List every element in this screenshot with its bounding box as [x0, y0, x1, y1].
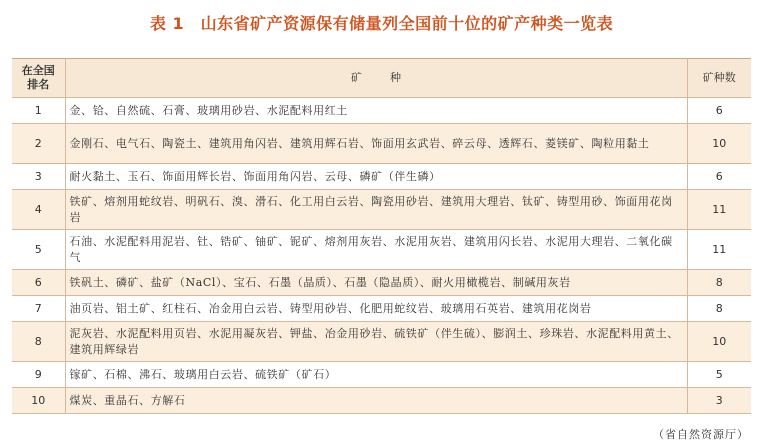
table-row	[12, 190, 751, 230]
table-row	[12, 388, 751, 414]
count-cell: 10	[687, 124, 751, 164]
minerals-cell: 金、铪、自然硫、石膏、玻璃用砂岩、水泥配料用红土	[65, 98, 687, 124]
rank-cell: 3	[12, 164, 65, 190]
header-rank-label: 在全国 排名	[21, 64, 55, 91]
header-minerals: 矿种	[65, 59, 687, 98]
table-row	[12, 98, 751, 124]
minerals-cell: 石油、水泥配料用泥岩、钍、锆矿、铀矿、铌矿、熔剂用灰岩、水泥用灰岩、建筑用闪长岩、水泥用大理岩、二氧化碳气	[65, 230, 687, 270]
rank-cell: 9	[12, 362, 65, 388]
source-note: （省自然资源厅）	[653, 428, 749, 441]
count-cell: 11	[687, 190, 751, 230]
count-cell: 6	[687, 98, 751, 124]
rank-cell: 8	[12, 322, 65, 362]
minerals-cell: 油页岩、铝土矿、红柱石、冶金用白云岩、铸型用砂岩、化肥用蛇纹岩、玻璃用石英岩、建筑用花岗岩	[65, 296, 687, 322]
table-row	[12, 124, 751, 164]
rank-cell: 1	[12, 98, 65, 124]
rank-cell: 6	[12, 270, 65, 296]
table-row	[12, 164, 751, 190]
rank-cell: 2	[12, 124, 65, 164]
table-row	[12, 270, 751, 296]
minerals-cell: 煤炭、重晶石、方解石	[65, 388, 687, 414]
rank-cell: 10	[12, 388, 65, 414]
count-cell: 8	[687, 296, 751, 322]
count-cell: 10	[687, 322, 751, 362]
table-row	[12, 322, 751, 362]
rank-cell: 7	[12, 296, 65, 322]
count-cell: 5	[687, 362, 751, 388]
count-cell: 8	[687, 270, 751, 296]
minerals-cell: 铁矾土、磷矿、盐矿（NaCl）、宝石、石墨（晶质）、石墨（隐晶质）、耐火用橄榄岩、制碱用灰岩	[65, 270, 687, 296]
minerals-table	[12, 58, 751, 414]
table-row	[12, 362, 751, 388]
table-row	[12, 230, 751, 270]
count-cell: 6	[687, 164, 751, 190]
table-header-row	[12, 59, 751, 98]
table-row	[12, 296, 751, 322]
header-rank	[12, 59, 65, 98]
header-count: 矿种数	[687, 59, 751, 98]
rank-cell: 5	[12, 230, 65, 270]
minerals-cell: 耐火黏土、玉石、饰面用辉长岩、饰面用角闪岩、云母、磷矿（伴生磷）	[65, 164, 687, 190]
minerals-cell: 镓矿、石棉、沸石、玻璃用白云岩、硫铁矿（矿石）	[65, 362, 687, 388]
count-cell: 11	[687, 230, 751, 270]
count-cell: 3	[687, 388, 751, 414]
minerals-cell: 铁矿、熔剂用蛇纹岩、明矾石、溴、滑石、化工用白云岩、陶瓷用砂岩、建筑用大理岩、钛矿、铸型用砂、饰面用花岗岩	[65, 190, 687, 230]
rank-cell: 4	[12, 190, 65, 230]
minerals-cell: 金刚石、电气石、陶瓷土、建筑用角闪岩、建筑用辉石岩、饰面用玄武岩、碎云母、透辉石、菱镁矿、陶粒用黏土	[65, 124, 687, 164]
minerals-cell: 泥灰岩、水泥配料用页岩、水泥用凝灰岩、钾盐、冶金用砂岩、硫铁矿（伴生硫）、膨润土、珍珠岩、水泥配料用黄土、建筑用辉绿岩	[65, 322, 687, 362]
table-title: 表 1 山东省矿产资源保有储量列全国前十位的矿产种类一览表	[149, 14, 614, 33]
